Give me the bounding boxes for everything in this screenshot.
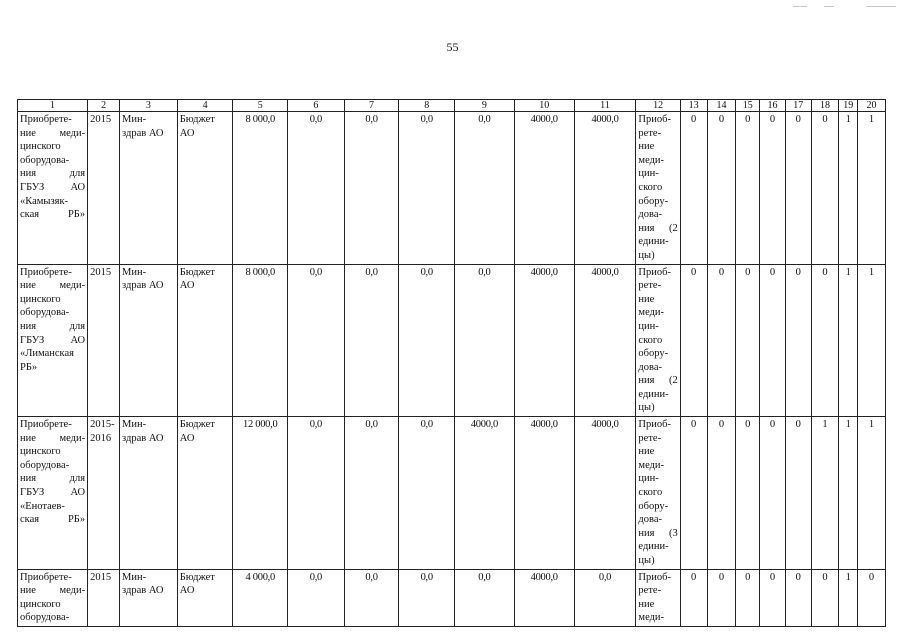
funding-source-cell: Бюджет АО <box>177 112 233 265</box>
column-header: 13 <box>680 100 707 112</box>
executor-cell: Мин- здрав АО <box>120 417 178 570</box>
table-row <box>18 569 886 626</box>
table-row <box>18 264 886 417</box>
amount-cell: 0,0 <box>344 417 399 570</box>
amount-cell: 0,0 <box>288 417 345 570</box>
amount-cell: 0,0 <box>344 112 399 265</box>
executor-cell: Мин- здрав АО <box>120 569 178 626</box>
indicator-value-cell: 1 <box>858 264 886 417</box>
amount-cell: 4000,0 <box>514 417 574 570</box>
column-header: 15 <box>736 100 760 112</box>
year-cell: 2015 <box>88 569 120 626</box>
amount-cell: 4000,0 <box>574 112 636 265</box>
column-header: 18 <box>811 100 839 112</box>
column-header: 6 <box>288 100 345 112</box>
indicator-value-cell: 0 <box>785 264 811 417</box>
column-header: 8 <box>399 100 455 112</box>
indicator-value-cell: 0 <box>785 112 811 265</box>
amount-cell: 0,0 <box>288 569 345 626</box>
column-header: 3 <box>120 100 178 112</box>
project-name-cell: Приобрете- ние меди- цинского оборудова- ния для ГБУЗ АО «Лиманская РБ» <box>18 264 88 417</box>
year-cell: 2015- 2016 <box>88 417 120 570</box>
amount-cell: 0,0 <box>288 264 345 417</box>
indicator-value-cell: 0 <box>707 417 736 570</box>
indicator-cell: Приоб- рете- ние меди- цин- ского обору- дова- ния (3 едини- цы) <box>636 417 680 570</box>
amount-cell: 4000,0 <box>514 569 574 626</box>
indicator-value-cell: 0 <box>811 569 839 626</box>
indicator-value-cell: 0 <box>785 417 811 570</box>
project-name-cell: Приобрете- ние меди- цинского оборудова- ния для ГБУЗ АО «Камызяк- ская РБ» <box>18 112 88 265</box>
amount-cell: 0,0 <box>399 264 455 417</box>
indicator-value-cell: 0 <box>736 112 760 265</box>
column-header: 11 <box>574 100 636 112</box>
table-header-row <box>18 100 886 112</box>
amount-cell: 0,0 <box>344 569 399 626</box>
scan-mark-2 <box>824 6 834 7</box>
column-header: 4 <box>177 100 233 112</box>
column-header: 1 <box>18 100 88 112</box>
indicator-value-cell: 0 <box>736 569 760 626</box>
funding-source-cell: Бюджет АО <box>177 417 233 570</box>
column-header: 2 <box>88 100 120 112</box>
amount-cell: 0,0 <box>455 569 515 626</box>
indicator-value-cell: 0 <box>707 264 736 417</box>
indicator-value-cell: 0 <box>811 264 839 417</box>
project-name-cell: Приобрете- ние меди- цинского оборудова- ния для ГБУЗ АО «Енотаев- ская РБ» <box>18 417 88 570</box>
amount-cell: 0,0 <box>344 264 399 417</box>
table-row <box>18 112 886 265</box>
executor-cell: Мин- здрав АО <box>120 264 178 417</box>
indicator-cell: Приоб- рете- ние меди- <box>636 569 680 626</box>
indicator-cell: Приоб- рете- ние меди- цин- ского обору- дова- ния (2 едини- цы) <box>636 264 680 417</box>
total-amount-cell: 8 000,0 <box>233 112 288 265</box>
indicator-value-cell: 0 <box>707 112 736 265</box>
indicator-value-cell: 1 <box>839 112 858 265</box>
executor-cell: Мин- здрав АО <box>120 112 178 265</box>
funding-source-cell: Бюджет АО <box>177 569 233 626</box>
indicator-value-cell: 0 <box>707 569 736 626</box>
indicator-value-cell: 0 <box>760 569 786 626</box>
column-header: 9 <box>455 100 515 112</box>
column-header: 20 <box>858 100 886 112</box>
budget-table <box>17 99 886 627</box>
indicator-value-cell: 1 <box>839 569 858 626</box>
indicator-value-cell: 0 <box>760 417 786 570</box>
table-row <box>18 417 886 570</box>
total-amount-cell: 8 000,0 <box>233 264 288 417</box>
indicator-value-cell: 0 <box>680 569 707 626</box>
amount-cell: 0,0 <box>399 112 455 265</box>
total-amount-cell: 12 000,0 <box>233 417 288 570</box>
page-number: 55 <box>446 40 459 54</box>
indicator-value-cell: 0 <box>858 569 886 626</box>
indicator-cell: Приоб- рете- ние меди- цин- ского обору- дова- ния (2 едини- цы) <box>636 112 680 265</box>
amount-cell: 4000,0 <box>455 417 515 570</box>
year-cell: 2015 <box>88 112 120 265</box>
indicator-value-cell: 1 <box>839 417 858 570</box>
indicator-value-cell: 1 <box>811 417 839 570</box>
amount-cell: 0,0 <box>455 264 515 417</box>
column-header: 12 <box>636 100 680 112</box>
amount-cell: 4000,0 <box>574 264 636 417</box>
column-header: 14 <box>707 100 736 112</box>
amount-cell: 0,0 <box>288 112 345 265</box>
indicator-value-cell: 0 <box>760 264 786 417</box>
total-amount-cell: 4 000,0 <box>233 569 288 626</box>
column-header: 7 <box>344 100 399 112</box>
amount-cell: 0,0 <box>399 569 455 626</box>
indicator-value-cell: 0 <box>736 264 760 417</box>
indicator-value-cell: 0 <box>785 569 811 626</box>
column-header: 10 <box>514 100 574 112</box>
indicator-value-cell: 1 <box>839 264 858 417</box>
indicator-value-cell: 0 <box>680 417 707 570</box>
column-header: 17 <box>785 100 811 112</box>
amount-cell: 4000,0 <box>514 264 574 417</box>
indicator-value-cell: 1 <box>858 417 886 570</box>
indicator-value-cell: 0 <box>760 112 786 265</box>
project-name-cell: Приобрете- ние меди- цинского оборудова- <box>18 569 88 626</box>
column-header: 5 <box>233 100 288 112</box>
amount-cell: 0,0 <box>455 112 515 265</box>
indicator-value-cell: 0 <box>680 264 707 417</box>
amount-cell: 4000,0 <box>514 112 574 265</box>
indicator-value-cell: 0 <box>811 112 839 265</box>
amount-cell: 4000,0 <box>574 417 636 570</box>
scan-mark-3 <box>866 6 896 7</box>
indicator-value-cell: 0 <box>736 417 760 570</box>
column-header: 16 <box>760 100 786 112</box>
indicator-value-cell: 1 <box>858 112 886 265</box>
amount-cell: 0,0 <box>574 569 636 626</box>
funding-source-cell: Бюджет АО <box>177 264 233 417</box>
scan-mark-1 <box>793 6 807 7</box>
column-header: 19 <box>839 100 858 112</box>
year-cell: 2015 <box>88 264 120 417</box>
indicator-value-cell: 0 <box>680 112 707 265</box>
amount-cell: 0,0 <box>399 417 455 570</box>
